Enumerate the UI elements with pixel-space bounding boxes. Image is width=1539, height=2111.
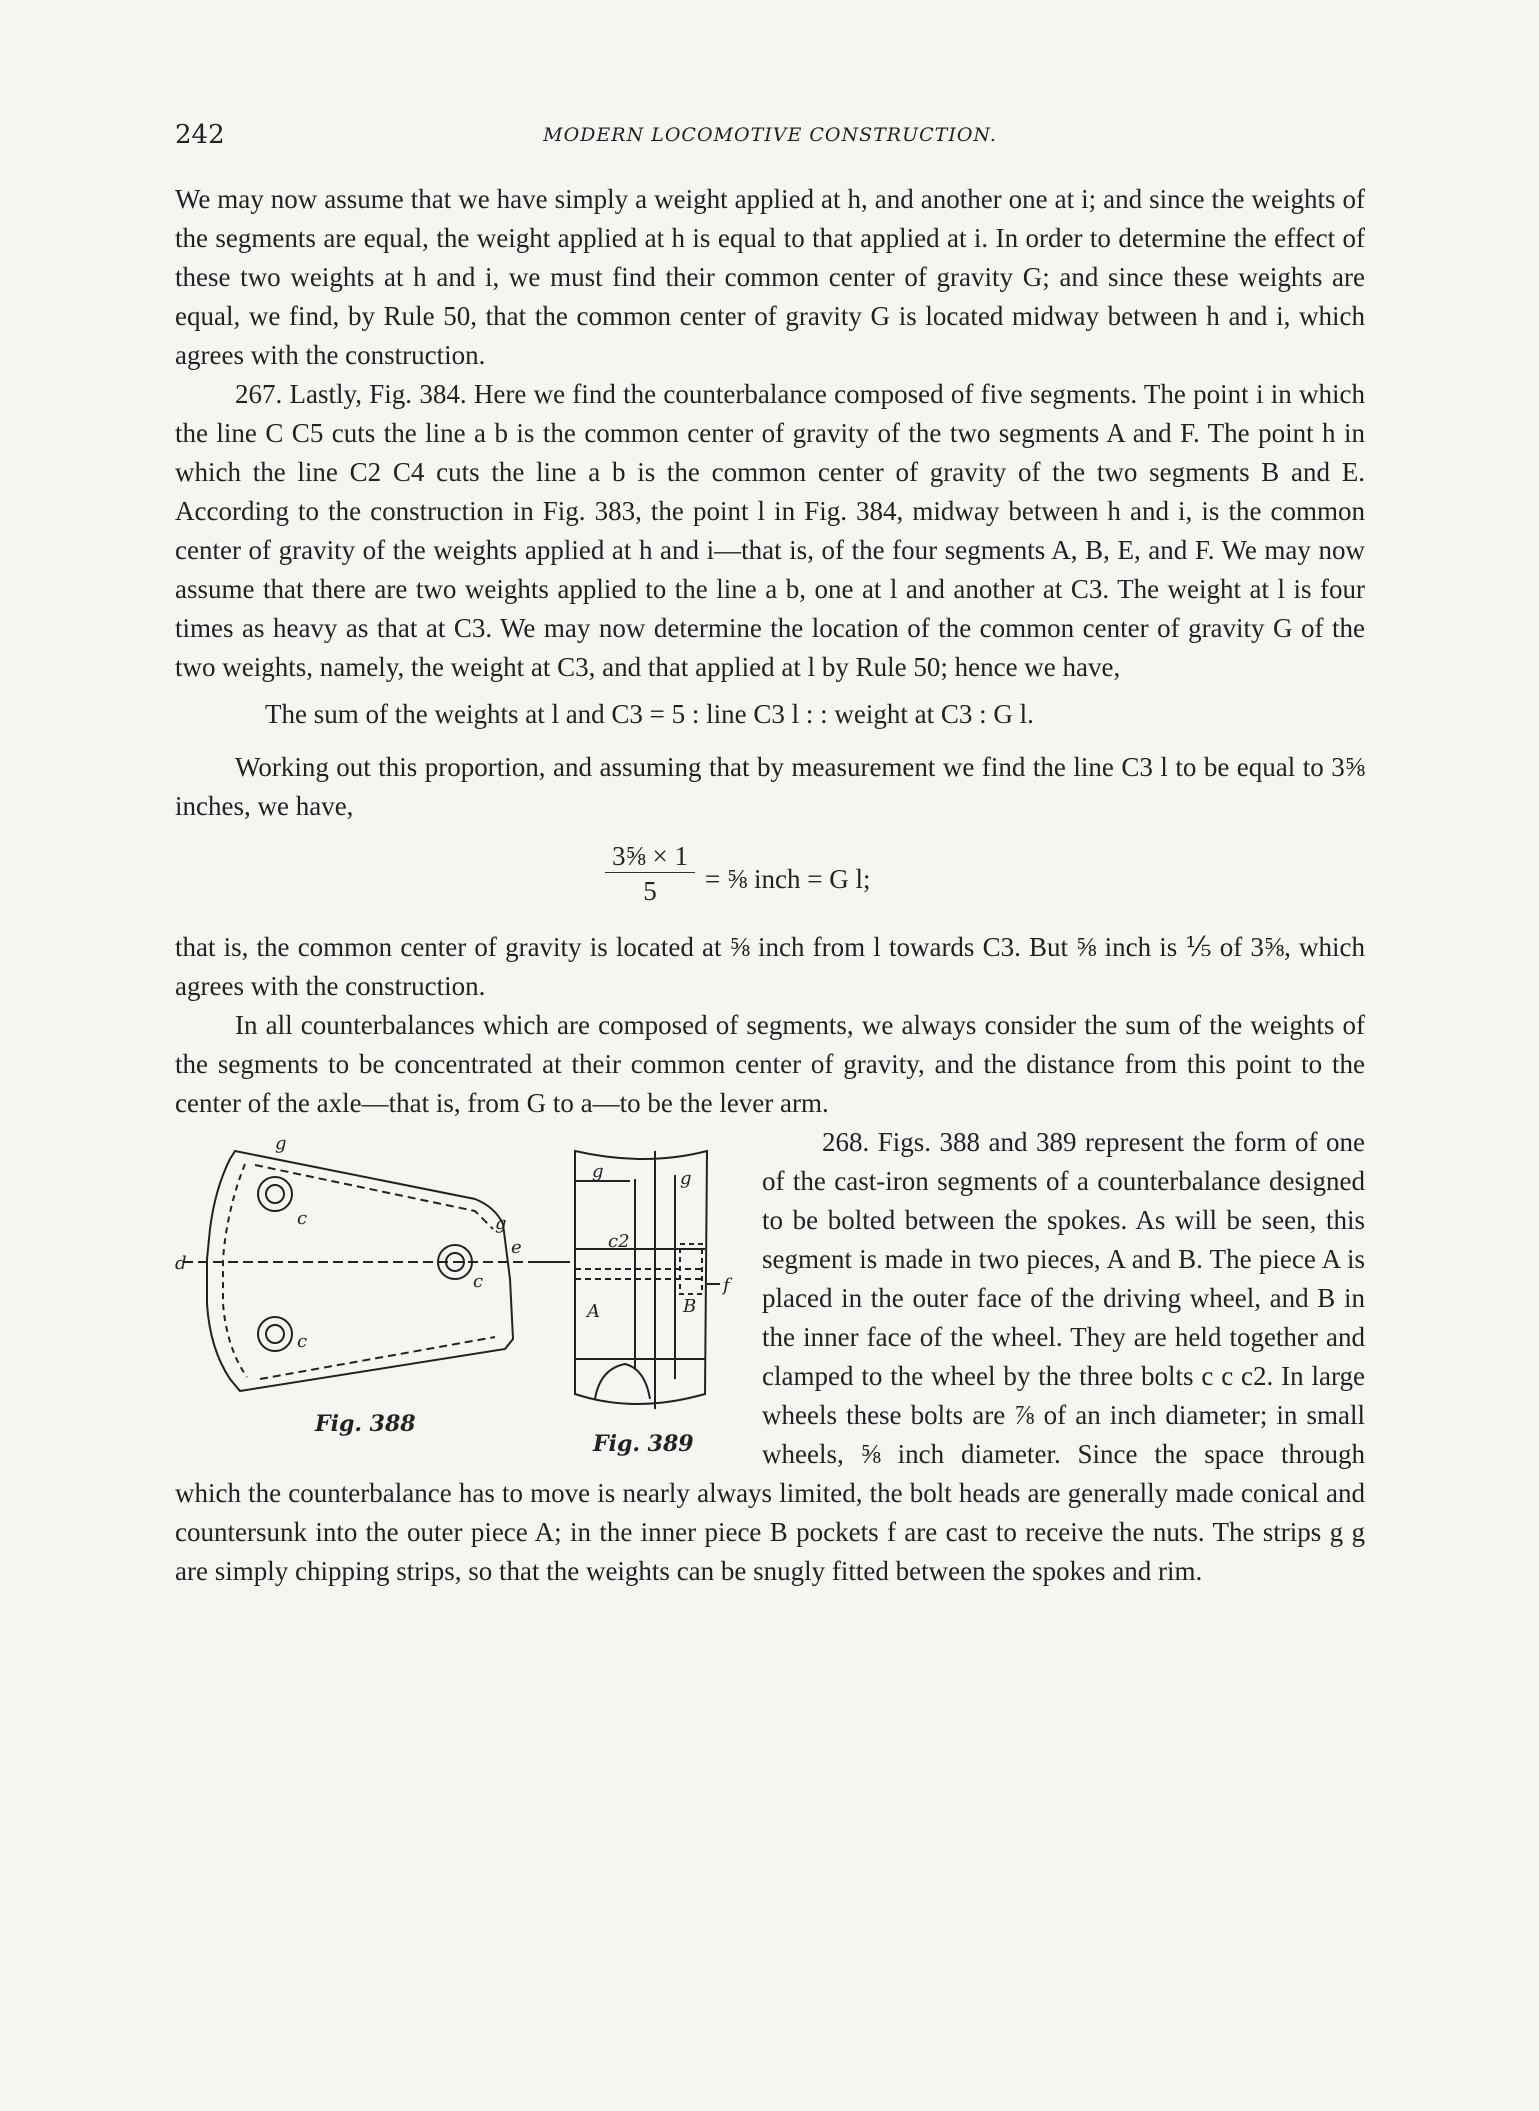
label-g-389b: g [680, 1168, 692, 1189]
figures-388-389 [175, 1129, 750, 1459]
label-f: f [723, 1275, 730, 1296]
label-c2-388: c [473, 1271, 484, 1292]
paragraph-267: 267. Lastly, Fig. 384. Here we find the counterbalance composed of five segments. The point i in which the line C C5 cuts the line a b is the common center of gravity of the two segments A and F. The point h in which the line C2 C4 cuts the line a b is the common center of gravity of the two segments B and E. According to the construction in Fig. 383, the point l in Fig. 384, midway between h and i, is the common center of gravity of the weights applied at h and i—that is, of the four segments A, B, E, and F. We may now assume that there are two weights applied to the line a b, one at l and another at C3. The weight at l is four times as heavy as that at C3. We may now determine the location of the common center of gravity G of the two weights, namely, the weight at C3, and that applied at l by Rule 50; hence we have, [175, 379, 1365, 682]
label-A: A [587, 1301, 600, 1322]
paragraph-counterbalances: In all counterbalances which are composed of segments, we always consider the sum of the weights of the segments to be concentrated at their common center of gravity, and the distance from this point to the center of the axle—that is, from G to a—to be the lever arm. [175, 1010, 1365, 1118]
fraction-numerator: 3⅝ × 1 [605, 840, 695, 873]
label-e: e [511, 1237, 522, 1258]
label-g-388: g [275, 1133, 287, 1154]
page-number: 242 [175, 120, 225, 150]
label-g-389: g [592, 1161, 604, 1182]
fig388-caption: Fig. 388 [315, 1411, 416, 1437]
paragraph-268: 268. Figs. 388 and 389 represent the form of one of the cast-iron segments of a counterbalance designed to be bolted between the spokes. As will be seen, this segment is made in two pieces, A and B. The piece A is placed in the outer face of the driving wheel, and B in the inner face of the wheel. They are held together and clamped to the wheel by the three bolts c c c2. In large wheels these bolts are ⅞ of an inch diameter; in small wheels, ⅝ inch diameter. Since the space through which the counterbalance has to move is nearly always limited, the bolt heads are generally made conical and countersunk into the outer piece A; in the inner piece B pockets f are cast to receive the nuts. The strips g g are simply chipping strips, so that the weights can be snugly fitted between the spokes and rim. [175, 1127, 1365, 1586]
label-d: d [175, 1253, 187, 1274]
fraction [605, 840, 695, 909]
fraction-denominator: 5 [643, 876, 657, 906]
label-c2: c2 [608, 1231, 630, 1252]
label-B: B [683, 1296, 697, 1317]
page-header [175, 120, 1365, 160]
label-g-388b: g [495, 1213, 507, 1234]
page-body [175, 180, 1365, 1591]
proportion-equation: The sum of the weights at l and C3 = 5 : line C3 l : : weight at C3 : G l. [265, 699, 1034, 729]
label-c3: c [297, 1331, 308, 1352]
fraction-equation [175, 826, 1365, 928]
fig389-caption: Fig. 389 [593, 1431, 694, 1457]
label-c1: c [297, 1208, 308, 1229]
running-title: MODERN LOCOMOTIVE CONSTRUCTION. [543, 124, 997, 146]
segment-drawings [175, 1129, 750, 1459]
fraction-result: = ⅝ inch = G l; [705, 864, 871, 894]
paragraph-working-out: Working out this proportion, and assuming that by measurement we find the line C3 l to be equal to 3⅝ inches, we have, [175, 752, 1365, 821]
paragraph-1: We may now assume that we have simply a weight applied at h, and another one at i; and since the weights of the segments are equal, the weight applied at h is equal to that applied at i. In order to determine the effect of these two weights at h and i, we must find their common center of gravity G; and since these weights are equal, we find, by Rule 50, that the common center of gravity G is located midway between h and i, which agrees with the construction. [175, 184, 1365, 370]
paragraph-that-is: that is, the common center of gravity is located at ⅝ inch from l towards C3. But ⅝ inch is ⅕ of 3⅝, which agrees with the construction. [175, 932, 1365, 1001]
